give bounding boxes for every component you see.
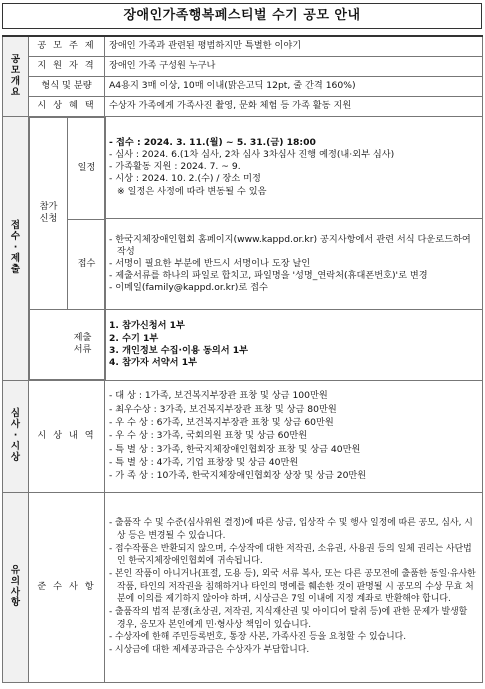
note-item: - 출품작 수 및 수준(심사위원 결정)에 따른 상금, 입상작 수 및 행사 일정에 따른 공모, 심사, 시상 등은 변경될 수 있습니다. xyxy=(109,518,473,542)
submission-row-schedule xyxy=(3,116,483,219)
schedule-item: - 접수 : 2024. 3. 11.(월) ~ 5. 31.(금) 18:00 xyxy=(109,137,316,149)
section-notes: 유 의 사 항 xyxy=(3,492,29,682)
value-benefit: 수상자 가족에게 가족사진 촬영, 문화 체험 등 가족 활동 지원 xyxy=(105,96,483,116)
award-item: - 특 별 상 : 4가족, 기업 표창장 및 상금 40만원 xyxy=(109,457,299,469)
value-eligibility: 장애인 가족 구성원 누구나 xyxy=(105,56,483,76)
review-row xyxy=(3,380,483,492)
note-item: - 시상금에 대한 제세공과금은 수상자가 부담합니다. xyxy=(109,644,310,655)
schedule-item: - 가족활동 지원 : 2024. 7. ~ 9. xyxy=(109,161,241,173)
award-item: - 특 별 상 : 3가족, 한국지체장애인협회장 표창 및 상금 40만원 xyxy=(109,443,361,455)
label-benefit: 시 상 혜 택 xyxy=(29,96,105,116)
note-item: - 본인 작품이 아니거나(표절, 도용 등), 외국 서류 복사, 또는 다른 공모전에 출품한 동일·유사한 작품, 타인의 저작권을 침해하거나 타인의 명예를 훼손한 것이 판명될 시 공모의 수상 무효 처분에 이의를 제기하지 않아야 하며, 시상금은 7일 이내에 지정 계좌로 반환해야 합니다. xyxy=(109,569,476,605)
label-theme: 공 모 주 제 xyxy=(29,36,105,56)
receipt-item: - 한국지체장애인협회 홈페이지(www.kappd.or.kr) 공지사항에서 관련 서식 다운로드하여 작성 xyxy=(109,233,471,257)
note-item: - 수상자에 한해 주민등록번호, 통장 사본, 가족사진 등을 요청할 수 있습니다. xyxy=(109,632,407,643)
label-awards: 시 상 내 역 xyxy=(29,380,105,492)
documents-content xyxy=(105,309,483,380)
overview-row-eligibility xyxy=(3,56,483,76)
overview-row-benefit xyxy=(3,96,483,116)
schedule-item: - 시상 : 2024. 10. 2.(수) / 장소 미정 xyxy=(109,173,261,185)
notes-row xyxy=(3,492,483,682)
document-item: 2. 수기 1부 xyxy=(109,332,159,344)
receipt-content xyxy=(105,219,483,310)
note-item: - 출품작의 법적 분쟁(초상권, 저작권, 지식재산권 및 아이디어 탈취 등)에 관한 문제가 발생할 경우, 응모자 본인에게 민·형사상 책임이 있습니다. xyxy=(109,606,468,630)
overview-row-format xyxy=(3,76,483,96)
label-documents: 제출 서류 xyxy=(30,309,106,379)
label-eligibility: 지 원 자 격 xyxy=(29,56,105,76)
page-title: 장애인가족행복페스티벌 수기 공모 안내 xyxy=(2,3,482,29)
document-item: 4. 참가자 서약서 1부 xyxy=(109,356,197,368)
note-item: - 접수작품은 반환되지 않으며, 수상작에 대한 저작권, 소유권, 사용권 등의 일체 권리는 사단법인 한국지체장애인협회에 귀속됩니다. xyxy=(109,543,472,567)
receipt-item: - 제출서류를 하나의 파일로 합치고, 파일명을 '성명_연락처(휴대폰번호)'로 변경 xyxy=(109,270,428,282)
label-notes: 준 수 사 항 xyxy=(29,492,105,682)
award-item: - 최우수상 : 3가족, 보건복지부장관 표창 및 상금 80만원 xyxy=(109,403,337,415)
award-item: - 가 족 상 : 10가족, 한국지체장애인협회장 상장 및 상금 20만원 xyxy=(109,470,367,482)
label-application: 참가 신청 xyxy=(30,117,68,309)
document-item: 3. 개인정보 수집·이용 동의서 1부 xyxy=(109,344,249,356)
label-schedule: 일정 xyxy=(68,117,106,219)
section-overview: 공 모 개 요 xyxy=(3,36,29,116)
label-format: 형식 및 분량 xyxy=(29,76,105,96)
receipt-item: - 이메일(family@kappd.or.kr)로 접수 xyxy=(109,282,268,294)
award-item: - 우 수 상 : 3가족, 국회의원 표창 및 상금 60만원 xyxy=(109,430,308,442)
value-format: A4용지 3매 이상, 10매 이내(맑은고딕 12pt, 줄 간격 160%) xyxy=(105,76,483,96)
notes-content xyxy=(105,492,483,682)
schedule-note: ※ 일정은 사정에 따라 변동될 수 있음 xyxy=(117,185,267,197)
section-submission: 접 수 · 제 출 xyxy=(3,116,29,380)
award-item: - 우 수 상 : 6가족, 보건복지부장관 표창 및 상금 60만원 xyxy=(109,416,334,428)
section-review: 심 사 · 시 상 xyxy=(3,380,29,492)
award-item: - 대 상 : 1가족, 보건복지부장관 표창 및 상금 100만원 xyxy=(109,390,328,402)
awards-content xyxy=(105,380,483,492)
overview-row-theme xyxy=(3,36,483,56)
schedule-item: - 심사 : 2024. 6.(1차 심사, 2차 심사 3차심사 진행 예정(내·외부 심사) xyxy=(109,149,395,161)
info-table xyxy=(2,35,483,683)
document-item: 1. 참가신청서 1부 xyxy=(109,320,185,332)
label-receipt: 접수 xyxy=(68,219,106,309)
value-theme: 장애인 가족과 관련된 평범하지만 특별한 이야기 xyxy=(105,36,483,56)
receipt-item: - 서명이 필요한 부분에 반드시 서명이나 도장 날인 xyxy=(109,258,311,270)
schedule-content xyxy=(105,116,483,219)
